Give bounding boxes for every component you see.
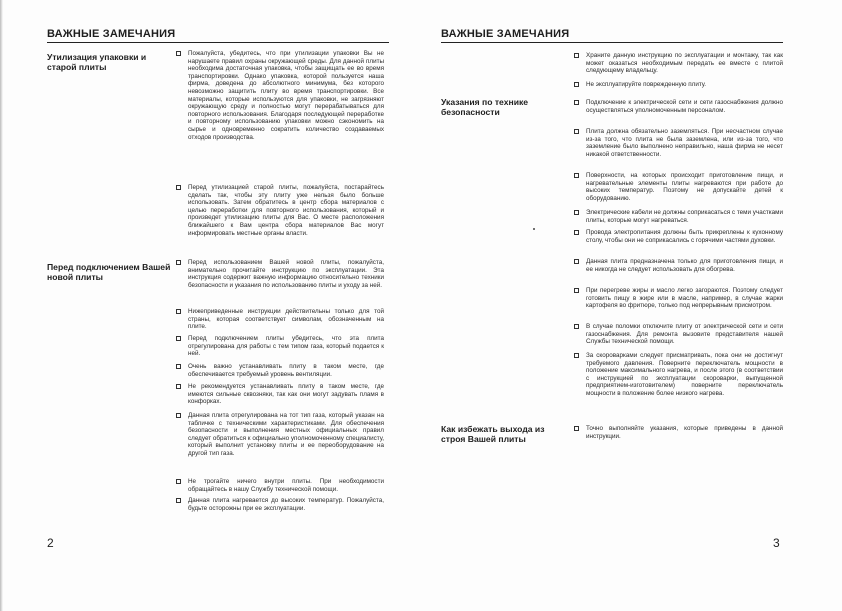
list-item: В случае поломки отключите плиту от электрической сети и сети газоснабжения. Для ремонта вызовите представителя нашей Службы технической помощи. — [586, 323, 783, 346]
list-item: Данная плита отрегулирована на тот тип газа, который указан на табличке с техническими характеристиками. Для обеспечения безопасности и выполнения местных официальных правил следует обратиться к официально уполномоченному специалисту, который выполнит установку плиты и ее переоборудование на другой тип газа. — [188, 412, 384, 458]
section-title-avoid-failure: Как избежать выхода из строя Вашей плиты — [441, 424, 545, 444]
list-item: Перед утилизацией старой плиты, пожалуйста, постарайтесь сделать так, чтобы эту плиту уже нельзя было больше использовать. Затем обратитесь в центр сбора материалов с целью переработки для повторного использования, который и произведет утилизацию плиты для Вас. О месте расположения ближайшего к Вам центра сбора материалов Вас могут информировать местные органы власти. — [188, 184, 384, 237]
checkbox-bullet-icon — [574, 426, 579, 431]
right-page — [421, 0, 842, 611]
checkbox-bullet-icon — [574, 129, 579, 134]
list-item: Провода электропитания должны быть прикреплены к кухонному столу, чтобы они не соприкасались с горячими частями духовки. — [586, 229, 783, 244]
list-item: Электрические кабели не должны соприкасаться с теми участками плиты, которые могут нагреваться. — [586, 209, 783, 224]
checkbox-bullet-icon — [176, 185, 181, 190]
right-page-header: ВАЖНЫЕ ЗАМЕЧАНИЯ — [441, 28, 570, 40]
list-item: Плита должна обязательно заземляться. При несчастном случае из-за того, что плита не была заземлена, или из-за того, что заземление было выполнено неправильно, наша фирма не несет никакой ответственности. — [586, 128, 783, 158]
checkbox-bullet-icon — [176, 309, 181, 314]
list-item: Очень важно устанавливать плиту в таком месте, где обеспечивается требуемый уровень вентиляции. — [188, 363, 384, 378]
checkbox-bullet-icon — [574, 230, 579, 235]
checkbox-bullet-icon — [176, 260, 181, 265]
checkbox-bullet-icon — [176, 498, 181, 503]
page-number: 2 — [47, 536, 54, 550]
checkbox-bullet-icon — [574, 288, 579, 293]
section-title-packaging-disposal: Утилизация упаковки и старой плиты — [47, 52, 147, 72]
checkbox-bullet-icon — [574, 353, 579, 358]
checkbox-bullet-icon — [574, 100, 579, 105]
left-header-rule — [47, 42, 389, 43]
list-item: Поверхности, на которых происходит приготовление пищи, и нагревательные элементы плиты нагреваются при работе до высоких температур. Поэтому не допускайте детей к оборудованию. — [586, 172, 783, 202]
checkbox-bullet-icon — [176, 479, 181, 484]
list-item: Перед подключением плиты убедитесь, что эта плита отрегулирована для работы с тем типом газа, который подается к ней. — [188, 335, 384, 358]
list-item: За скороварками следует присматривать, пока они не достигнут требуемого давления. Поверните переключатель мощности в положение максимального нагрева, и после этого (в соответствии с инструкцией по эксплуатации скороварки, выпущенной предприятием-изготовителем) поверните переключатель мощности в положение более низкого нагрева. — [586, 352, 783, 398]
checkbox-bullet-icon — [574, 53, 579, 58]
list-item: Храните данную инструкцию по эксплуатации и монтажу, так как может оказаться необходимым передать ее вместе с плитой следующему владельцу. — [586, 52, 783, 75]
list-item: Данная плита предназначена только для приготовления пищи, и ее никогда не следует использовать для обогрева. — [586, 258, 783, 273]
right-header-rule — [441, 42, 783, 43]
list-item: Нижеприведенные инструкции действительны только для той страны, которая соответствует символам, обозначенным на плите. — [188, 308, 384, 331]
list-item: Не трогайте ничего внутри плиты. При необходимости обращайтесь в нашу Службу технической помощи. — [188, 478, 384, 493]
checkbox-bullet-icon — [574, 324, 579, 329]
section-title-before-connecting: Перед подключением Вашей новой плиты — [47, 262, 171, 282]
list-item: Не эксплуатируйте поврежденную плиту. — [586, 81, 783, 89]
left-page-header: ВАЖНЫЕ ЗАМЕЧАНИЯ — [47, 28, 176, 40]
section-title-safety: Указания по технике безопасности — [441, 97, 529, 117]
list-item: Пожалуйста, убедитесь, что при утилизации упаковки Вы не нарушаете правил охраны окружающей среды. Для данной плиты необходима достаточная упаковка, чтобы защищать ее во время транспортировки. Однако упаковка, которой пользуется наша фирма, доведена до абсолютного минимума, без которого невозможно защитить плиту во время транспортировки. Все материалы, которые используются для упаковки, не загрязняют окружающую среду и полностью могут перерабатываться для повторного использования. Благодаря последующей переработке и повторному использованию упаковки можно сэкономить на сырье и одновременно сократить количество создаваемых отходов производства. — [188, 50, 384, 141]
checkbox-bullet-icon — [176, 413, 181, 418]
list-item: Перед использованием Вашей новой плиты, пожалуйста, внимательно прочитайте инструкцию по эксплуатации. Эта инструкция содержит важную информацию относительно техники безопасности и указания по использованию плиты и уходу за ней. — [188, 259, 384, 289]
list-item: Подключение к электрической сети и сети газоснабжения должно осуществляться уполномоченным персоналом. — [586, 99, 783, 114]
checkbox-bullet-icon — [574, 210, 579, 215]
checkbox-bullet-icon — [176, 364, 181, 369]
list-item: Точно выполняйте указания, которые приведены в данной инструкции. — [586, 425, 783, 440]
list-item: Данная плита нагревается до высоких температур. Пожалуйста, будьте осторожны при ее эксплуатации. — [188, 497, 384, 512]
page-number: 3 — [773, 536, 780, 550]
list-item: При перегреве жиры и масло легко загораются. Поэтому следует готовить пищу в жире или в масле, например, в случае жарки картофеля во фритюре, только под непрерывным присмотром. — [586, 287, 783, 310]
checkbox-bullet-icon — [574, 259, 579, 264]
checkbox-bullet-icon — [574, 173, 579, 178]
checkbox-bullet-icon — [176, 336, 181, 341]
checkbox-bullet-icon — [176, 384, 181, 389]
checkbox-bullet-icon — [176, 51, 181, 56]
list-item: Не рекомендуется устанавливать плиту в таком месте, где имеются сильные сквозняки, так как они могут задувать пламя в конфорках. — [188, 383, 384, 406]
checkbox-bullet-icon — [574, 82, 579, 87]
